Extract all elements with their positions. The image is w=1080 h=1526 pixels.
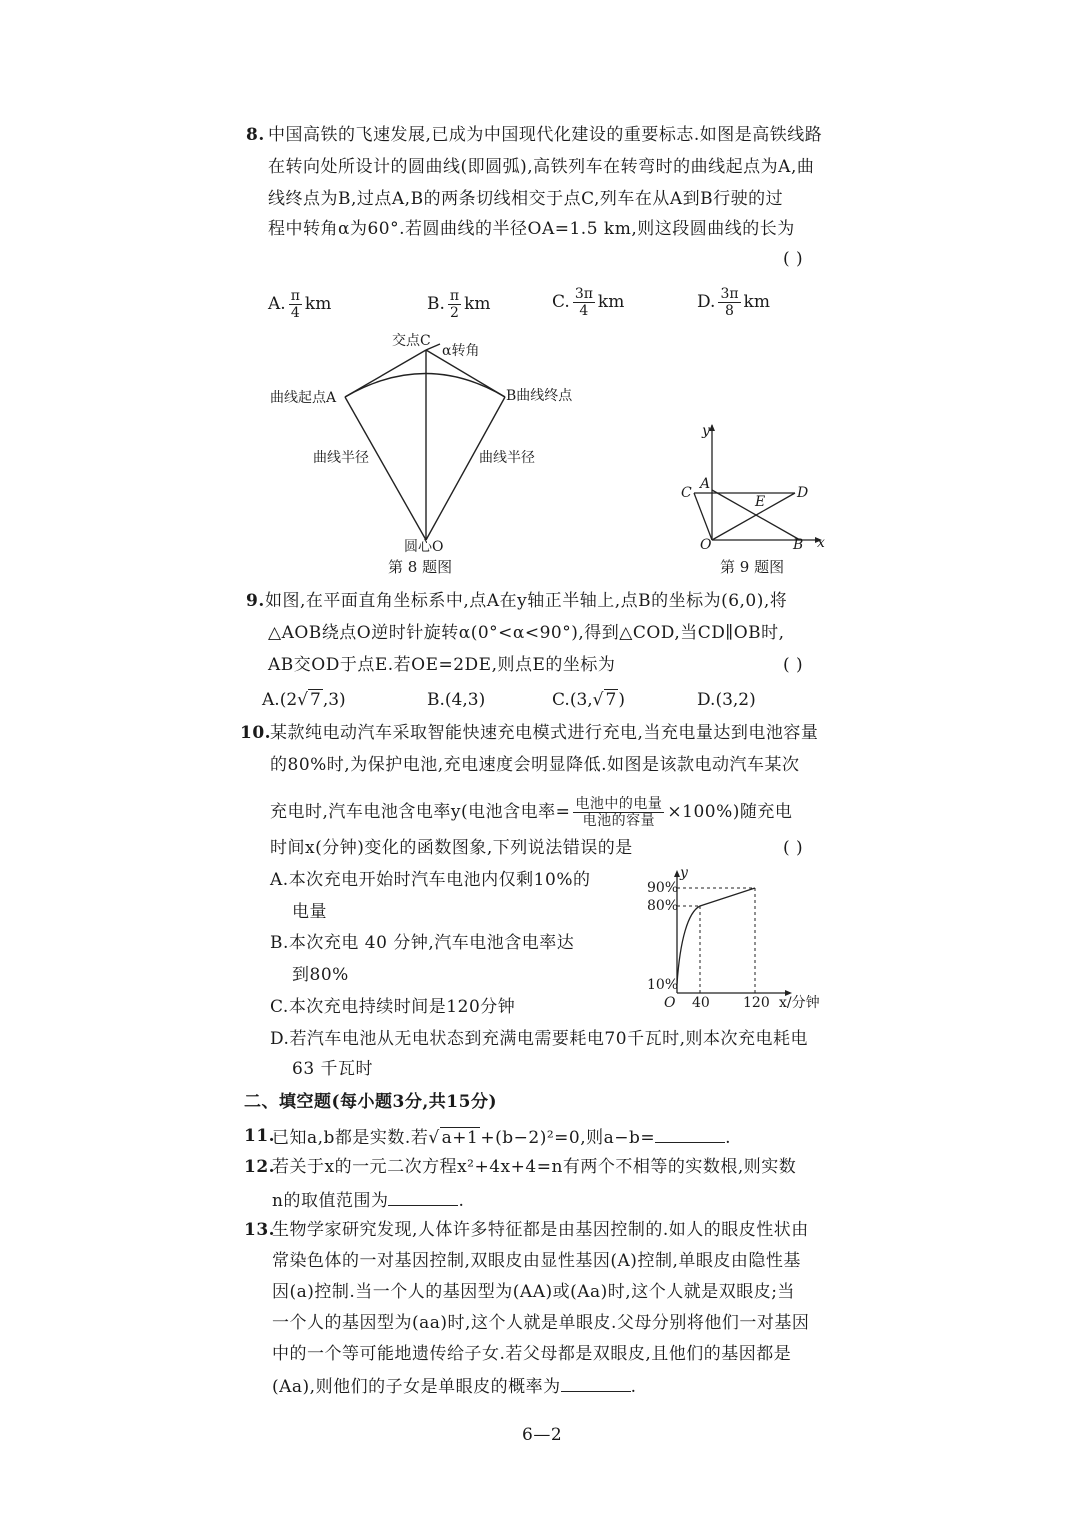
figure-8-label-a: 曲线起点A xyxy=(270,390,337,406)
graph-label-40: 40 xyxy=(692,995,710,1011)
section-2-title: 二、填空题(每小题3分,共15分) xyxy=(244,1092,497,1112)
question-9-answer-paren: ( ) xyxy=(783,655,804,675)
question-8-line-1: 中国高铁的飞速发展,已成为中国现代化建设的重要标志.如图是高铁线路 xyxy=(268,125,823,145)
page-number: 6—2 xyxy=(522,1425,563,1445)
figure-8-label-radius-right: 曲线半径 xyxy=(479,450,535,466)
question-12-blank xyxy=(388,1189,458,1206)
question-10-option-a-cont: 电量 xyxy=(292,902,327,922)
graph-label-10: 10% xyxy=(647,977,679,993)
question-9-line-2: △AOB绕点O逆时针旋转α(0°<α<90°),得到△COD,当CD∥OB时, xyxy=(268,623,785,643)
question-13-line-1: 生物学家研究发现,人体许多特征都是由基因控制的.如人的眼皮性状由 xyxy=(272,1220,809,1240)
question-8-line-2: 在转向处所设计的圆曲线(即圆弧),高铁列车在转弯时的曲线起点为A,曲 xyxy=(268,157,815,177)
graph-label-o: O xyxy=(664,995,676,1011)
question-9-option-a: A.(2√ 7 ,3) xyxy=(262,690,346,710)
graph-label-120: 120 xyxy=(743,995,770,1011)
question-10-option-a: A.本次充电开始时汽车电池内仅剩10%的 xyxy=(270,870,591,890)
question-9-line-3: AB交OD于点E.若OE=2DE,则点E的坐标为 xyxy=(268,655,616,675)
question-13-line-5: 中的一个等可能地遗传给子女.若父母都是双眼皮,且他们的基因都是 xyxy=(272,1344,792,1364)
question-10-line-1: 某款纯电动汽车采取智能快速充电模式进行充电,当充电量达到电池容量 xyxy=(270,723,819,743)
figure-9-label-b: B xyxy=(793,537,804,553)
question-9-option-b: B.(4,3) xyxy=(427,690,486,710)
question-8-number: 8. xyxy=(246,125,265,145)
figure-9-label-c: C xyxy=(681,485,692,501)
question-9-option-c: C.(3,√ 7 ) xyxy=(552,690,625,710)
question-10-option-b-cont: 到80% xyxy=(292,965,349,985)
question-10-option-d-cont: 63 千瓦时 xyxy=(292,1059,374,1079)
question-13-line-3: 因(a)控制.当一个人的基因型为(AA)或(Aa)时,这个人就是双眼皮;当 xyxy=(272,1282,795,1302)
figure-9-label-y: y xyxy=(702,423,710,439)
question-9-line-1: 如图,在平面直角坐标系中,点A在y轴正半轴上,点B的坐标为(6,0),将 xyxy=(265,591,788,611)
question-8-option-d: D. $\frac{3\pi}{8}$ km xyxy=(697,286,770,319)
question-12-line-1: 若关于x的一元二次方程x²+4x+4=n有两个不相等的实数根,则实数 xyxy=(272,1157,797,1177)
question-9-option-d: D.(3,2) xyxy=(697,690,756,710)
figure-8-label-radius-left: 曲线半径 xyxy=(313,450,369,466)
question-10-option-d: D.若汽车电池从无电状态到充满电需要耗电70千瓦时,则本次充电耗电 xyxy=(270,1029,808,1049)
question-10-line-3: 充电时,汽车电池含电率y(电池含电率= $\frac{\text{电池中的电量}}{\text{电池的容量}}$ ×100%)随充电 xyxy=(270,796,793,829)
question-10-line-2: 的80%时,为保护电池,充电速度会明显降低.如图是该款电动汽车某次 xyxy=(270,755,800,775)
question-8-option-a: A. $\frac{\pi}{4}$ km xyxy=(268,288,332,321)
figure-8-label-alpha: α转角 xyxy=(442,343,480,359)
figure-9-label-a: A xyxy=(700,476,711,492)
figure-8-label-o: 圆心O xyxy=(404,539,444,555)
graph-label-x: x/分钟 xyxy=(779,995,820,1011)
question-13-number: 13. xyxy=(244,1220,276,1240)
question-11-text: 已知a,b都是实数.若√ a+1 +(b−2)²=0,则a−b= . xyxy=(272,1128,732,1148)
question-8-option-c: C. $\frac{3\pi}{4}$ km xyxy=(552,286,625,319)
figure-9-label-o: O xyxy=(700,537,712,553)
question-8-line-4: 程中转角α为60°.若圆曲线的半径OA=1.5 km,则这段圆曲线的长为 xyxy=(268,219,795,239)
question-10-answer-paren: ( ) xyxy=(783,838,804,858)
question-10-option-c: C.本次充电持续时间是120分钟 xyxy=(270,997,516,1017)
question-9-number: 9. xyxy=(246,591,265,611)
question-13-line-2: 常染色体的一对基因控制,双眼皮由显性基因(A)控制,单眼皮由隐性基 xyxy=(272,1251,801,1271)
question-13-blank xyxy=(561,1375,631,1392)
question-13-line-6: (Aa),则他们的子女是单眼皮的概率为 . xyxy=(272,1377,637,1397)
question-8-line-3: 线终点为B,过点A,B的两条切线相交于点C,列车在从A到B行驶的过 xyxy=(268,189,784,209)
figure-9-label-x: x xyxy=(817,535,825,551)
question-11-blank xyxy=(655,1126,725,1143)
question-11-number: 11. xyxy=(244,1126,276,1146)
figure-9-label-d: D xyxy=(797,485,809,501)
question-10-number: 10. xyxy=(240,723,272,743)
figure-9-label-e: E xyxy=(755,494,766,510)
graph-label-90: 90% xyxy=(647,880,679,896)
question-8-answer-paren: ( ) xyxy=(783,249,804,269)
question-10-line-4: 时间x(分钟)变化的函数图象,下列说法错误的是 xyxy=(270,838,633,858)
figure-8-label-b: B曲线终点 xyxy=(506,388,573,404)
question-12-line-2: n的取值范围为 . xyxy=(272,1191,465,1211)
graph-label-80: 80% xyxy=(647,898,679,914)
figure-8-caption: 第 8 题图 xyxy=(388,558,453,576)
figure-8-label-c: 交点C xyxy=(392,333,431,349)
question-13-line-4: 一个人的基因型为(aa)时,这个人就是单眼皮.父母分别将他们一对基因 xyxy=(272,1313,810,1333)
question-12-number: 12. xyxy=(244,1157,276,1177)
graph-label-y: y xyxy=(680,865,688,881)
question-10-option-b: B.本次充电 40 分钟,汽车电池含电率达 xyxy=(270,933,575,953)
figure-9-caption: 第 9 题图 xyxy=(720,558,785,576)
question-8-option-b: B. $\frac{\pi}{2}$ km xyxy=(427,288,491,321)
